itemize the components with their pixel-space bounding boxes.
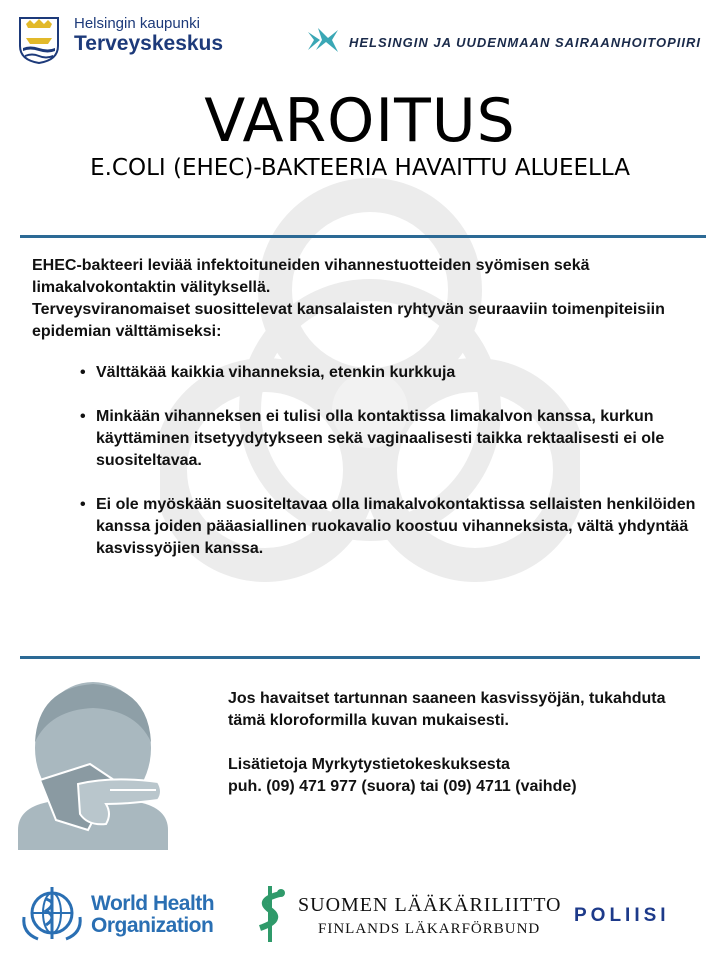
intro-paragraph-1: EHEC-bakteeri leviää infektoituneiden vihannestuotteiden syömisen sekä limakalvokontaktin välityksellä.: [32, 257, 590, 296]
who-emblem-icon: [18, 883, 86, 943]
list-item: • Minkään vihanneksen ei tulisi olla kontaktissa limakalvon kanssa, kurkun käyttäminen itsetyydytykseen sekä vaginaalisesti taikka rektaalisesti ei ole suositeltavaa.: [80, 406, 700, 472]
instruction-text: [228, 688, 698, 798]
hus-label: HELSINGIN JA UUDENMAAN SAIRAANHOITOPIIRI: [349, 35, 702, 50]
medical-association-logo-icon: [250, 884, 290, 944]
who-line-2: Organization: [91, 914, 214, 937]
hus-logo-icon: [306, 26, 340, 54]
list-item: • Välttäkää kaikkia vihanneksia, etenkin kurkkuja: [80, 362, 700, 384]
helsinki-logo-text: [74, 15, 223, 56]
list-item: • Ei ole myöskään suositeltavaa olla limakalvokontaktissa sellaisten henkilöiden kanssa joiden pääasiallinen ruokavalio koostuu vihanneksista, vältä yhdyntää kasvissyöjien kanssa.: [80, 494, 700, 560]
intro-text: [32, 255, 702, 343]
chloroform-instruction: Jos havaitset tartunnan saaneen kasvissyöjän, tukahduta tämä kloroformilla kuvan mukaisesti.: [228, 690, 666, 729]
intro-paragraph-2: Terveysviranomaiset suosittelevat kansalaisten ryhtyvän seuraaviin toimenpiteisiin epidemian välttämiseksi:: [32, 301, 665, 340]
who-logo-text: [91, 893, 214, 937]
page-title: VAROITUS: [204, 86, 516, 156]
medical-association-name-sv: FINLANDS LÄKARFÖRBUND: [318, 921, 541, 937]
divider-bottom: [20, 656, 700, 659]
divider-top: [20, 235, 706, 238]
police-logo-text: POLIISI: [574, 905, 670, 926]
page-subtitle: E.COLI (EHEC)-BAKTEERIA HAVAITTU ALUEELLA: [90, 155, 630, 181]
helsinki-city-label: Helsingin kaupunki: [74, 15, 200, 32]
covered-mouth-face-icon: [18, 680, 168, 850]
who-line-1: World Health: [91, 892, 215, 915]
medical-association-name-fi: SUOMEN LÄÄKÄRILIITTO: [298, 894, 562, 916]
info-phone-line: puh. (09) 471 977 (suora) tai (09) 4711 (vaihde): [228, 778, 577, 795]
recommendation-list: [80, 362, 700, 582]
helsinki-crest-icon: [18, 16, 60, 64]
health-centre-label: Terveyskeskus: [74, 32, 224, 55]
info-line-1: Lisätietoja Myrkytystietokeskuksesta: [228, 756, 510, 773]
